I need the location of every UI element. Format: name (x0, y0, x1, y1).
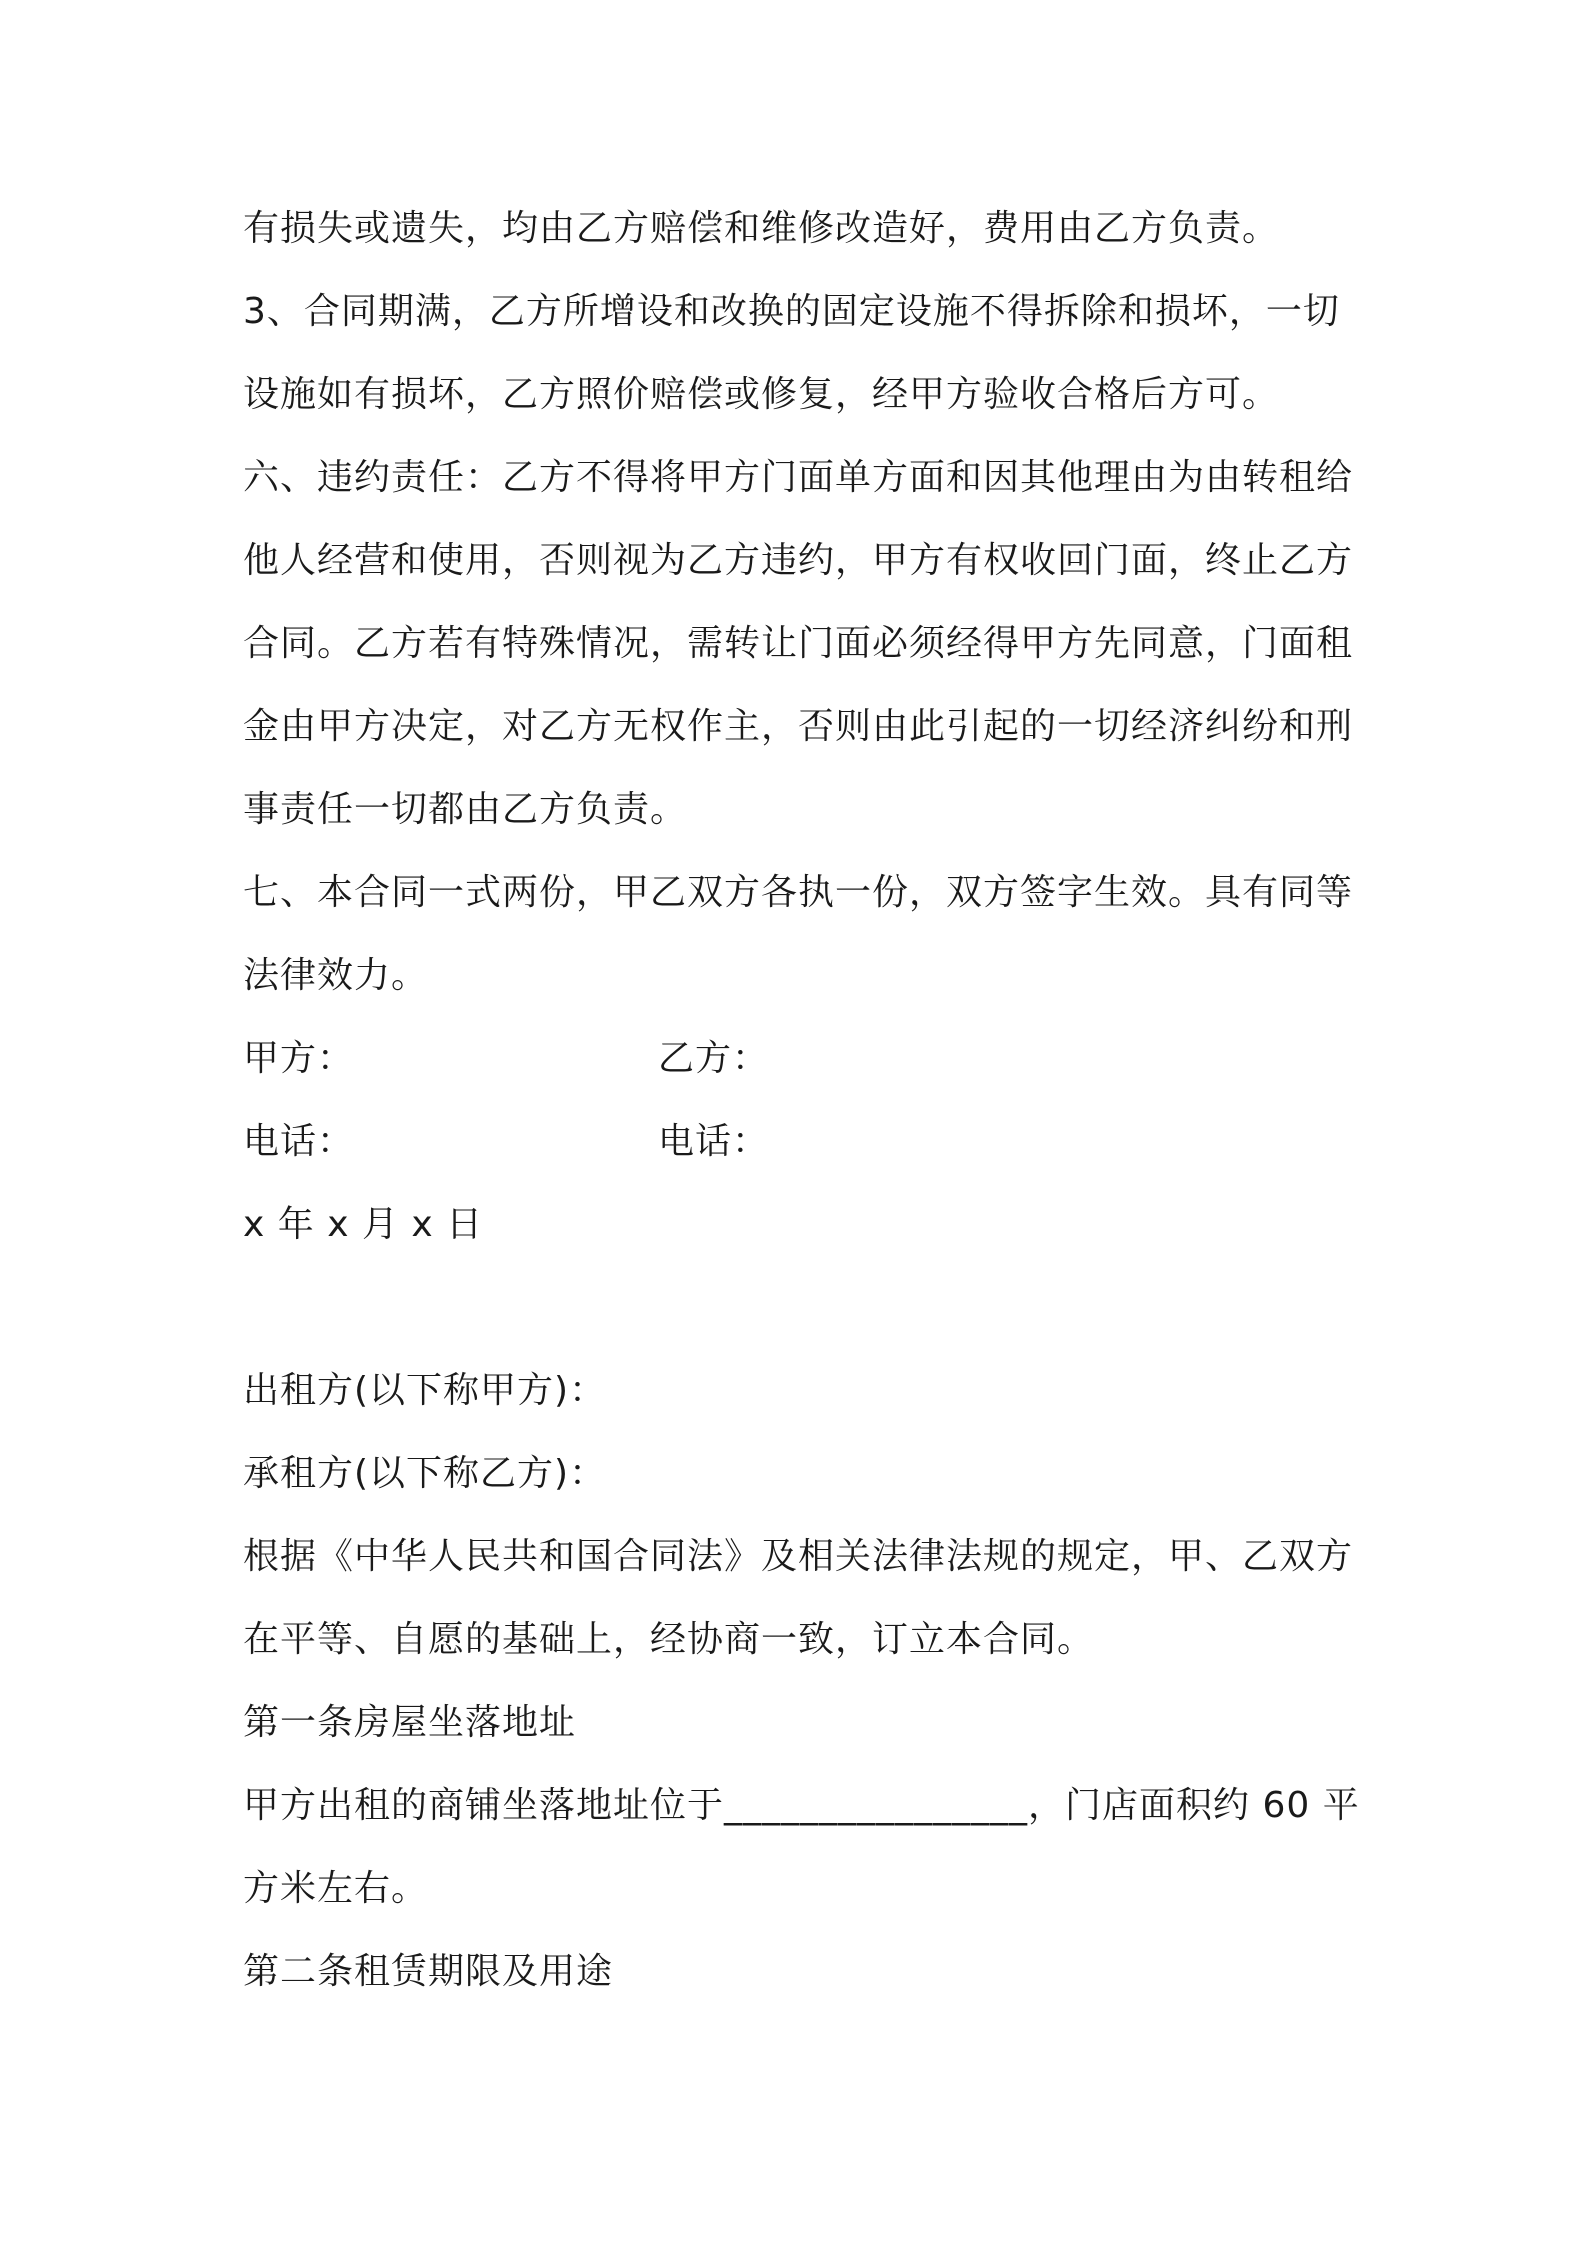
phone-b-label: 电话： (658, 1121, 770, 1162)
preamble-line-2: 在平等、自愿的基础上，经协商一致，订立本合同。 (243, 1619, 1095, 1660)
phone-a-label: 电话： (243, 1121, 355, 1162)
preamble-line-1: 根据《中华人民共和国合同法》及相关法律法规的规定，甲、乙双方 (243, 1536, 1354, 1577)
text-line-2: 3、合同期满，乙方所增设和改换的固定设施不得拆除和损坏，一切 (243, 291, 1340, 332)
text-line-4: 六、违约责任：乙方不得将甲方门面单方面和因其他理由为由转租给 (243, 457, 1354, 498)
text-line-5: 他人经营和使用，否则视为乙方违约，甲方有权收回门面，终止乙方 (243, 540, 1354, 581)
text-line-7: 金由甲方决定，对乙方无权作主，否则由此引起的一切经济纠纷和刑 (243, 706, 1354, 747)
lessor-line: 出租方(以下称甲方)： (243, 1370, 607, 1411)
article-1-line-1: 甲方出租的商铺坐落地址位于________________，门店面积约 60 平 (243, 1785, 1360, 1826)
text-line-6: 合同。乙方若有特殊情况，需转让门面必须经得甲方先同意，门面租 (243, 623, 1354, 664)
article-2-heading: 第二条租赁期限及用途 (243, 1951, 614, 1992)
party-b-label: 乙方： (658, 1038, 770, 1079)
party-a-label: 甲方： (243, 1038, 355, 1079)
text-line-10: 法律效力。 (243, 955, 429, 996)
date-line: x 年 x 月 x 日 (243, 1204, 484, 1245)
article-1-line-2: 方米左右。 (243, 1868, 429, 1909)
text-line-8: 事责任一切都由乙方负责。 (243, 789, 688, 830)
article-1-heading: 第一条房屋坐落地址 (243, 1702, 577, 1743)
lessee-line: 承租方(以下称乙方)： (243, 1453, 607, 1494)
text-line-9: 七、本合同一式两份，甲乙双方各执一份，双方签字生效。具有同等 (243, 872, 1354, 913)
text-line-1: 有损失或遗失，均由乙方赔偿和维修改造好，费用由乙方负责。 (243, 208, 1280, 249)
text-line-3: 设施如有损坏，乙方照价赔偿或修复，经甲方验收合格后方可。 (243, 374, 1280, 415)
